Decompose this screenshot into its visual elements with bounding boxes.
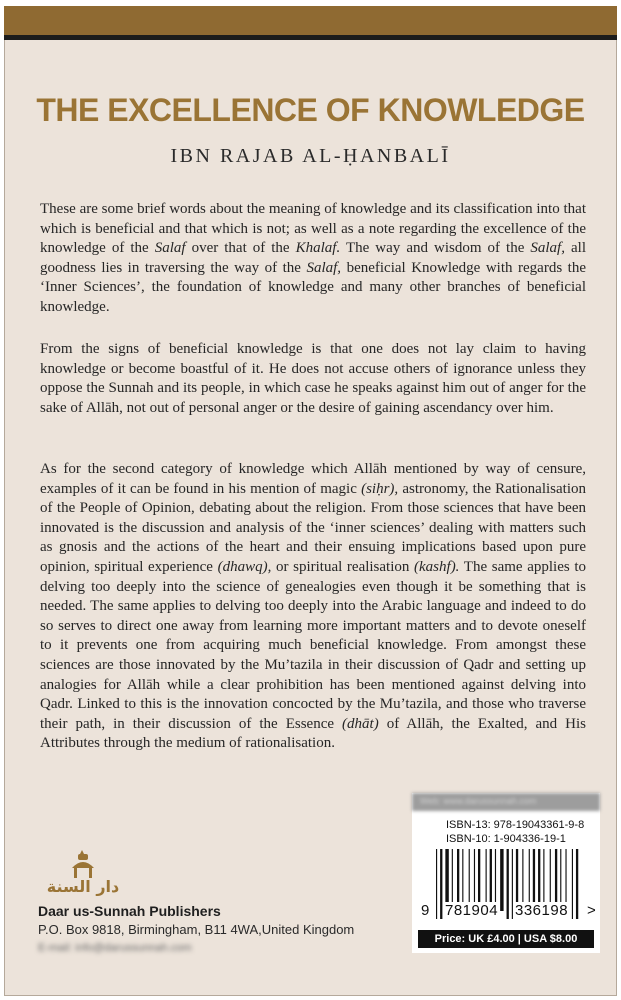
publisher-logo (38, 848, 128, 898)
barcode-digits-right: 336198 (515, 902, 569, 919)
isbn-website-blurred: Web: www.darussunnah.com (412, 793, 600, 811)
blurb (40, 200, 586, 774)
isbn-13: ISBN-13: 978-19043361-9-8 (446, 819, 585, 831)
barcode-end-mark: > (587, 902, 597, 919)
publisher-logo-text: دار السنة (46, 877, 120, 896)
publisher-address: P.O. Box 9818, Birmingham, B11 4WA,United Kingdom (38, 922, 355, 937)
publisher-name: Daar us-Sunnah Publishers (38, 903, 221, 919)
barcode-digits-left: 781904 (445, 902, 499, 919)
top-color-band (4, 6, 617, 40)
price-label: Price: UK £4.00 | USA $8.00 (418, 930, 594, 948)
blurb-paragraph-1: These are some brief words about the meaning of knowledge and its classification into that which is beneficial and that which is not; as well as a note regarding the excellence of the knowledge of the Salaf over that of the Khalaf. The way and wisdom of the Salaf, all goodness lies in traversing the way of the Salaf, beneficial Knowledge with regards the ‘Inner Sciences’, the foundation of knowledge and many other branches of beneficial knowledge. (40, 201, 586, 315)
isbn-barcode-box (412, 793, 600, 953)
publisher-email: E-mail: info@darussunnah.com (38, 942, 192, 954)
barcode-digits (420, 902, 598, 920)
blurb-paragraph-2: From the signs of beneficial knowledge is that one does not lay claim to having knowledge or become boastful of it. He does not accuse others of ignorance unless they oppose the Sunnah and its people, in which case he speaks against him out of anger for the sake of Allāh, not out of personal anger or the desire of gaining ascendancy over him. (40, 341, 586, 416)
blurb-paragraph-3: As for the second category of knowledge which Allāh mentioned by way of censure, examples of it can be found in his mention of magic (siḥr), astronomy, the Rationalisation of the People of Opinion, debating about the religion. From those sciences that have been innovated is the discussion and analysis of the ‘inner sciences’ dealing with matters such as gnosis and the actions of the heart and their ensuing implications based upon pure opinion, spiritual experience (dhawq), or spiritual realisation (kashf). The same applies to delving too deeply into the science of genealogies even though it be something that is needed. The same applies to delving too deeply into the Arabic language and indeed to do so serves to direct one away from learning more important matters and to devote oneself to it prevents one from acquiring much beneficial knowledge. From amongst these sciences are those innovated by the Mu’tazila in their discussion of Qadr and setting up analogies for Allāh while a clear prohibition has been mentioned against delving into Qadr. Linked to this is the innovation concocted by the Mu’tazila, and those who traverse their path, in their discussion of the Essence (dhāt) of Allāh, the Exalted, and His Attributes through the medium of rationalisation. (40, 461, 587, 752)
barcode-digit-first: 9 (421, 902, 430, 919)
book-title: THE EXCELLENCE OF KNOWLEDGE (36, 92, 585, 128)
book-author: IBN RAJAB AL-ḤANBALĪ (170, 145, 451, 167)
isbn-10: ISBN-10: 1-904336-19-1 (446, 833, 566, 845)
